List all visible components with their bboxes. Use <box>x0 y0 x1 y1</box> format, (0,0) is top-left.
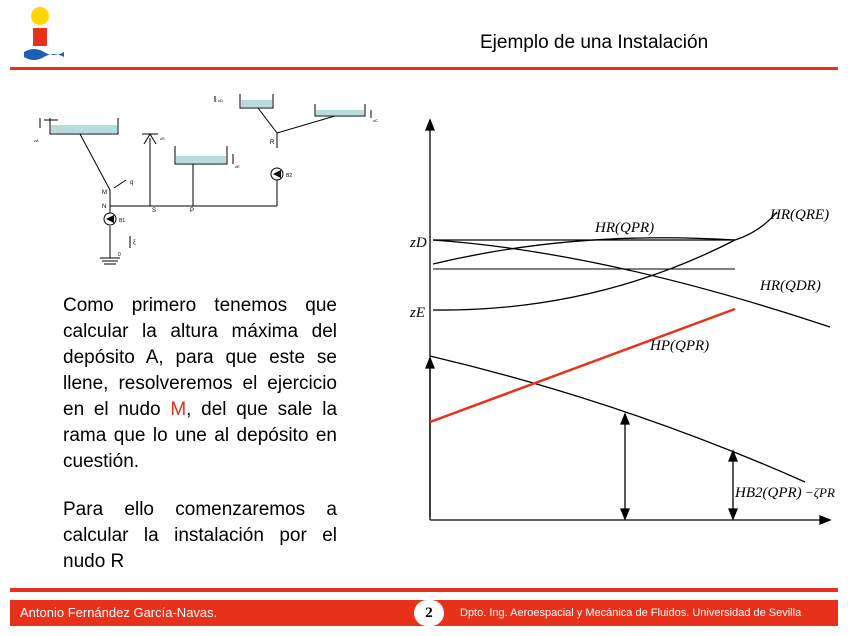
university-logo <box>22 6 66 62</box>
y-axis-arrow <box>426 120 434 130</box>
page-number: 2 <box>414 600 444 626</box>
head-curves-chart <box>405 112 840 532</box>
node-s-label: S <box>152 208 157 214</box>
curve-hr-qpr <box>433 240 735 310</box>
level-zd-label: zD <box>218 98 223 103</box>
level-zs-label: zS <box>160 136 165 141</box>
head-arrow-2-down <box>729 509 737 519</box>
label-zd: zD <box>410 235 427 251</box>
installation-schematic <box>30 88 400 268</box>
level-zc-label: zC <box>373 118 378 123</box>
paragraph-2: Para ello comenzaremos a calcular la instalación por el nudo R <box>63 499 337 572</box>
body-text <box>63 293 337 597</box>
label-hr-qpr: HR(QPR) <box>595 220 655 236</box>
label-ze: zE <box>410 305 425 321</box>
footer-author: Antonio Fernández García-Navas. <box>20 605 218 620</box>
xi-label: ξ <box>133 240 136 246</box>
label-hr-qdr: HR(QDR) <box>760 278 821 294</box>
label-zeta: −ζPR <box>805 485 835 500</box>
head-arrow-0-up <box>426 358 434 368</box>
page-title: Ejemplo de una Instalación <box>480 32 709 53</box>
x-axis-arrow <box>820 516 830 524</box>
node-p-label: P <box>190 208 195 214</box>
node-m-highlight: M <box>170 399 187 420</box>
head-arrow-1-down <box>621 509 629 519</box>
level-za-label: zA <box>34 138 39 143</box>
node-m-label: M <box>102 190 107 196</box>
footer-department: Dpto. Ing. Aeroespacial y Mecánica de Fluidos. Universidad de Sevilla <box>460 607 802 619</box>
footer-rule <box>10 588 838 592</box>
label-hb2: HB2(QPR) <box>735 485 802 501</box>
label-hr-qre: HR(QRE) <box>770 207 830 223</box>
paragraph-1-text-end: , del que sale la rama que lo une al depósito en cuestión. <box>63 399 338 472</box>
level-ze-label: zE <box>235 164 240 169</box>
flow-q-label: q <box>130 180 134 186</box>
node-n-label: N <box>102 204 107 210</box>
header-rule <box>10 67 838 70</box>
head-arrow-1-up <box>621 414 629 424</box>
label-hp-qpr: HP(QPR) <box>650 338 710 354</box>
curve-hb2 <box>430 356 805 482</box>
pump-b2-label: B2 <box>286 173 293 179</box>
paragraph-1 <box>63 293 337 475</box>
paragraph-1-text: Como primero tenemos que calcular la altura máxima del depósito A, para que este se llene, resolveremos el ejercicio en el nudo <box>63 295 337 420</box>
node-r-label: R <box>270 140 275 146</box>
pump-b1-label: B1 <box>119 218 126 224</box>
curve-hp-qpr <box>430 309 735 422</box>
datum-label: 0 <box>118 252 121 258</box>
